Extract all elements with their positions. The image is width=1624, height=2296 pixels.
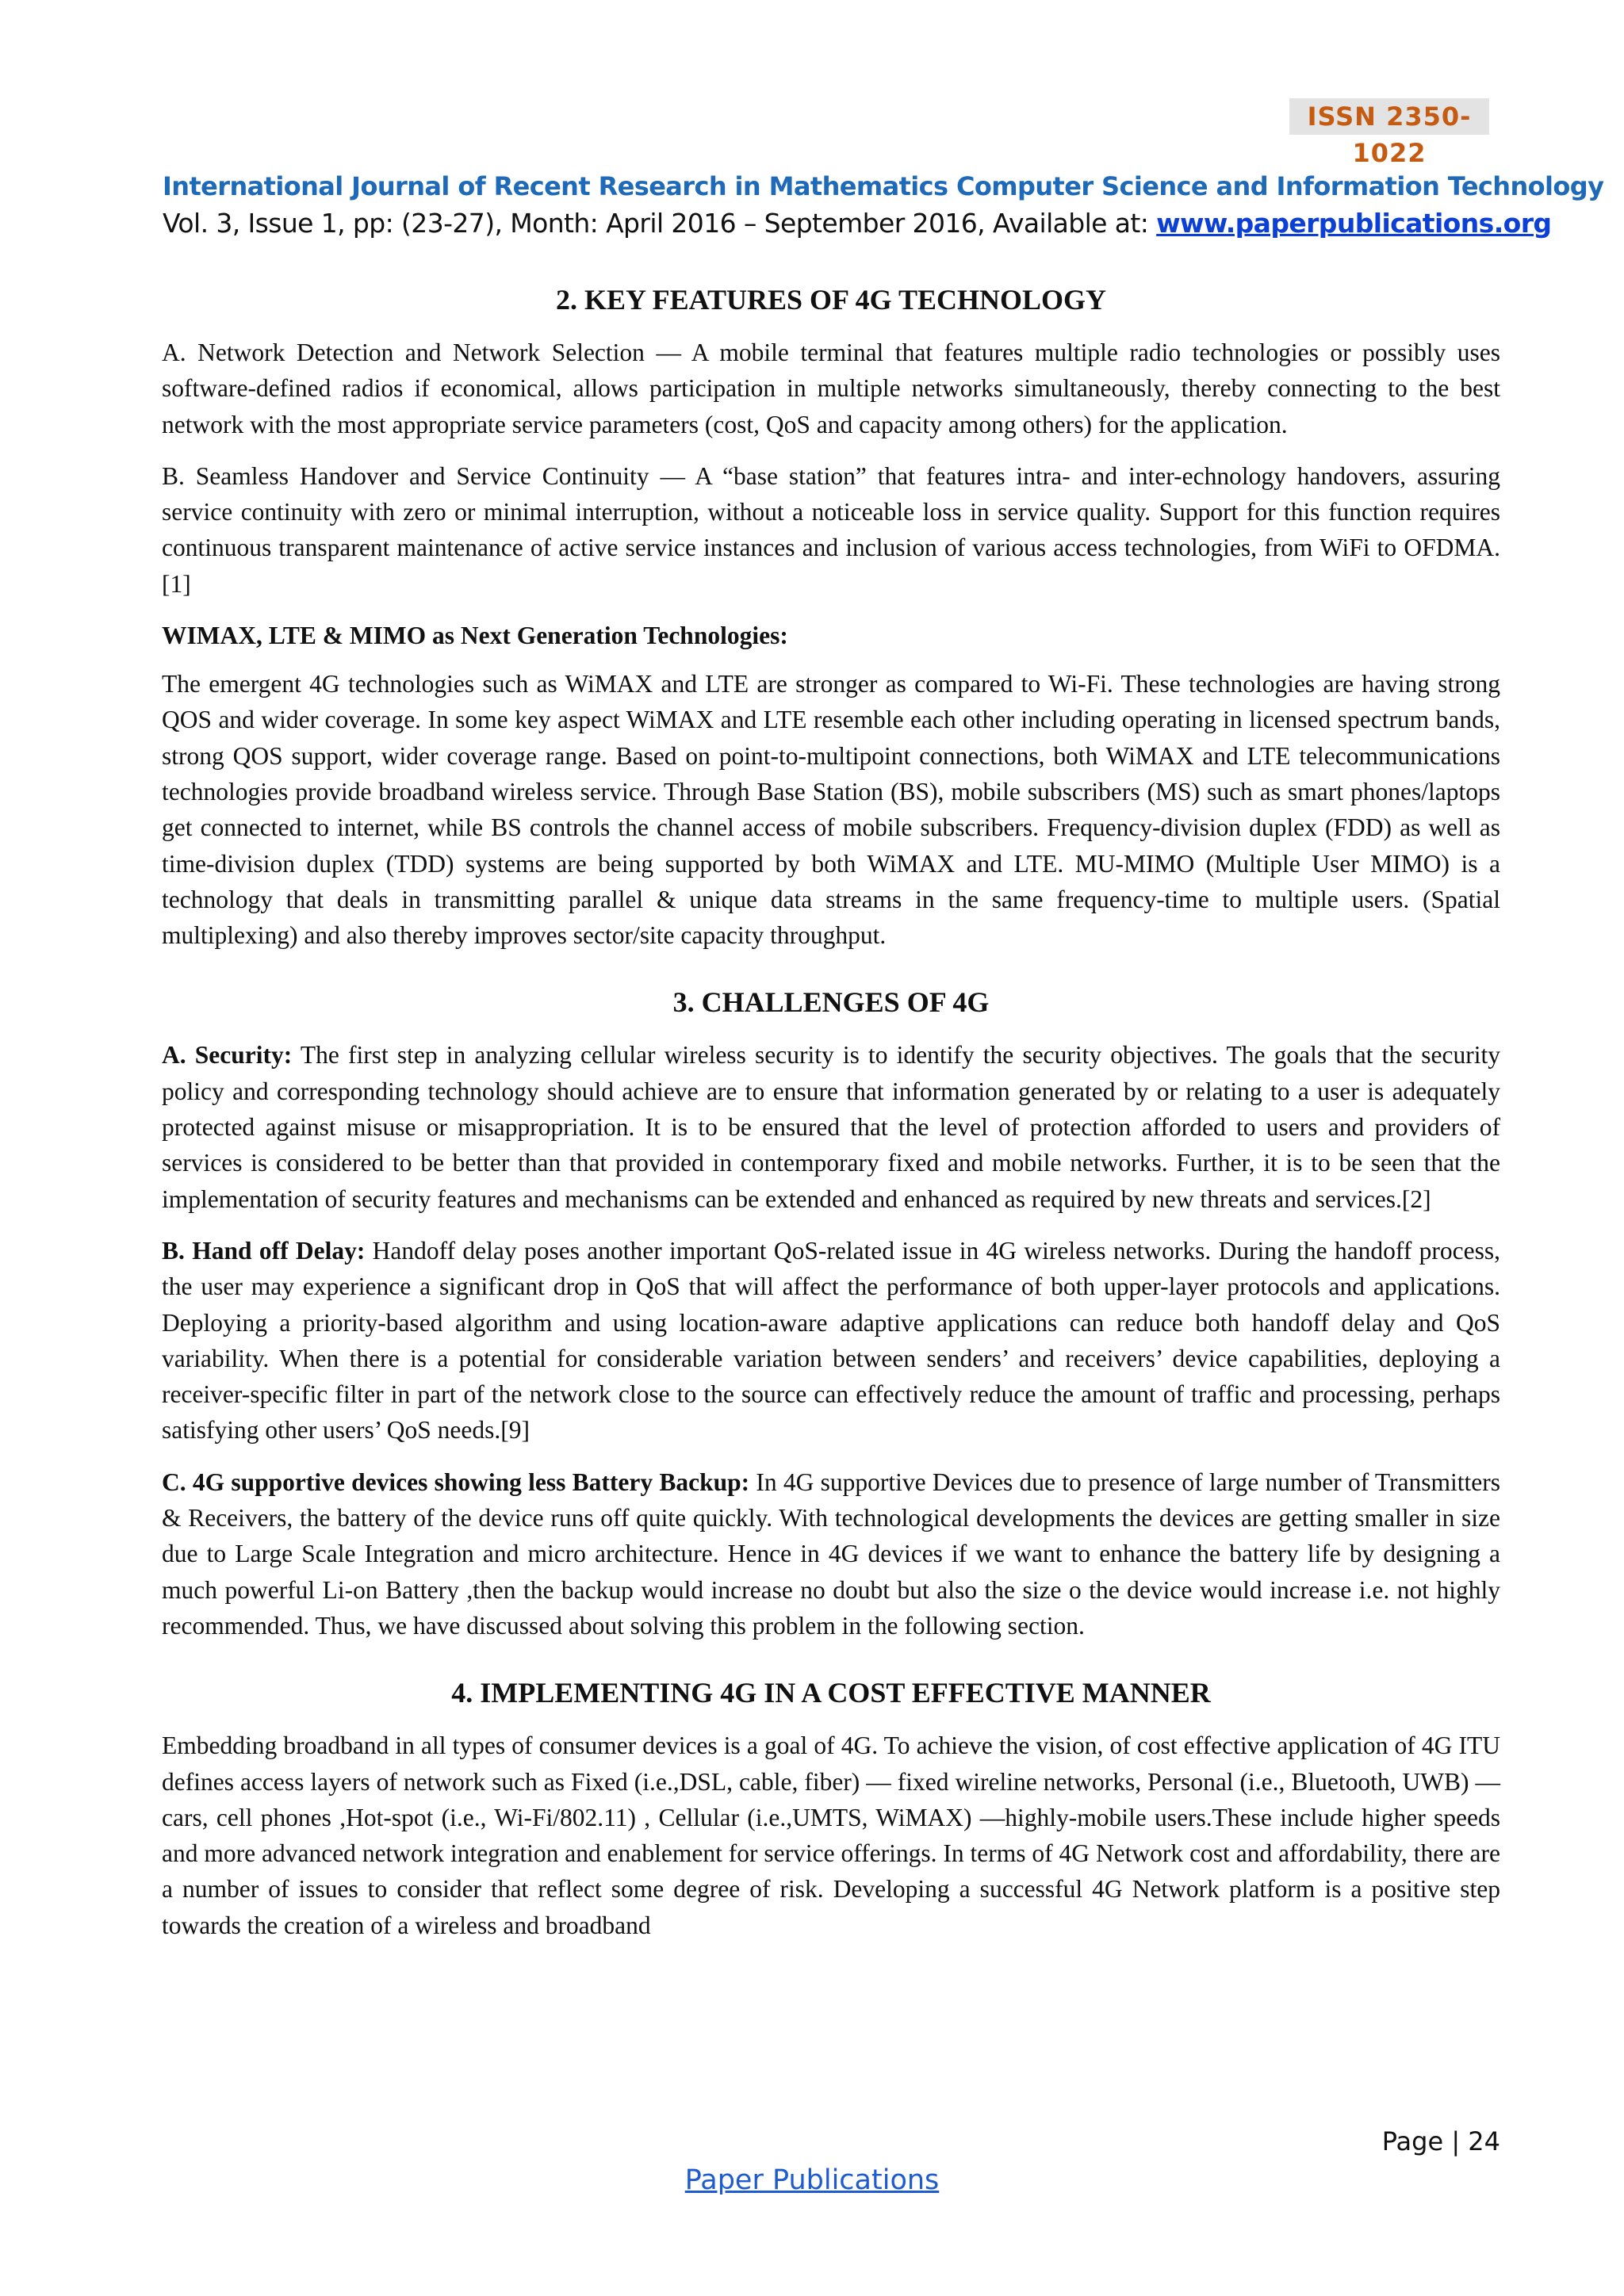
paragraph-wimax-lte: The emergent 4G technologies such as WiMAX and LTE are stronger as compared to Wi-Fi. These technologies are having strong QOS and wider coverage. In some key aspect WiMAX and LTE resemble each other including operating in licensed spectrum bands, strong QOS support, wider coverage range. Based on point-to-multipoint connections, both WiMAX and LTE telecommunications technologies provide broadband wireless service. Through Base Station (BS), mobile subscribers (MS) such as smart phones/laptops get connected to internet, while BS controls the channel access of mobile subscribers. Frequency-division duplex (FDD) as well as time-division duplex (TDD) systems are being supported by both WiMAX and LTE. MU-MIMO (Multiple User MIMO) is a technology that deals in transmitting parallel & unique data streams in the same frequency-time to multiple users. (Spatial multiplexing) and also thereby improves sector/site capacity throughput.	[162, 670, 1500, 950]
section-3-heading: 3. CHALLENGES OF 4G	[672, 986, 990, 1019]
paragraph-battery	[162, 1464, 1500, 1644]
paragraph-cost-effective: Embedding broadband in all types of consumer devices is a goal of 4G. To achieve the vision, of cost effective application of 4G ITU defines access layers of network such as Fixed (i.e.,DSL, cable, fiber) — fixed wireline networks, Personal (i.e., Bluetooth, UWB) —cars, cell phones ,Hot-spot (i.e., Wi-Fi/802.11) , Cellular (i.e.,UMTS, WiMAX) —highly-mobile users.These include higher speeds and more advanced network integration and enablement for service offerings. In terms of 4G Network cost and affordability, there are a number of issues to consider that reflect some degree of risk. Developing a successful 4G Network platform is a positive step towards the creation of a wireless and broadband	[162, 1732, 1500, 1939]
battery-label: C. 4G supportive devices showing less Battery Backup:	[162, 1468, 750, 1496]
publisher-link[interactable]: Paper Publications	[684, 2164, 940, 2196]
section-4-heading: 4. IMPLEMENTING 4G IN A COST EFFECTIVE MANNER	[451, 1677, 1211, 1709]
security-text: The first step in analyzing cellular wireless security is to identify the security objectives. The goals that the security policy and corresponding technology should achieve are to ensure that information generated by or relating to a user is adequately protected against misuse or misappropriation. It is to be ensured that the level of protection afforded to users and providers of services is considered to be better than that provided in contemporary fixed and mobile networks. Further, it is to be seen that the implementation of security features and mechanisms can be extended and enhanced as required by new threats and services.[2]	[162, 1041, 1500, 1213]
section-2-heading: 2. KEY FEATURES OF 4G TECHNOLOGY	[555, 284, 1107, 316]
paragraph-network-detection: A. Network Detection and Network Selection — A mobile terminal that features multiple radio technologies or possibly uses software-defined radios if economical, allows participation in multiple networks simultaneously, thereby connecting to the best network with the most appropriate service parameters (cost, QoS and capacity among others) for the application.	[162, 339, 1500, 438]
paragraph-handoff-delay	[162, 1233, 1500, 1448]
volume-line	[163, 208, 1552, 239]
issn-badge: ISSN 2350-1022	[1289, 98, 1489, 135]
website-link[interactable]: www.paperpublications.org	[1156, 208, 1552, 239]
page-number: Page | 24	[1381, 2126, 1500, 2156]
security-label: A. Security:	[162, 1041, 293, 1070]
journal-title: International Journal of Recent Research in Mathematics Computer Science and Information Technology	[163, 171, 1604, 201]
volume-info: Vol. 3, Issue 1, pp: (23-27), Month: April 2016 – September 2016, Available at:	[163, 208, 1157, 239]
article-body	[162, 279, 1500, 1959]
battery-text: In 4G supportive Devices due to presence of large number of Transmitters & Receivers, the battery of the device runs off quite quickly. With technological developments the devices are getting smaller in size due to Large Scale Integration and micro architecture. Hence in 4G devices if we want to enhance the battery life by designing a much powerful Li-on Battery ,then the backup would increase no doubt but also the size o the device would increase i.e. not highly recommended. Thus, we have discussed about solving this problem in the following section.	[162, 1468, 1501, 1640]
paragraph-security	[162, 1037, 1500, 1216]
subheading-wimax-lte-mimo: WIMAX, LTE & MIMO as Next Generation Technologies:	[162, 622, 788, 650]
paragraph-seamless-handover: B. Seamless Handover and Service Continuity — A “base station” that features intra- and inter-echnology handovers, assuring service continuity with zero or minimal interruption, without a noticeable loss in service quality. Support for this function requires continuous transparent maintenance of active service instances and inclusion of various access technologies, from WiFi to OFDMA.[1]	[162, 461, 1500, 598]
handoff-label: B. Hand off Delay:	[162, 1236, 366, 1265]
handoff-text: Handoff delay poses another important QoS-related issue in 4G wireless networks. During the handoff process, the user may experience a significant drop in QoS that will affect the performance of both upper-layer protocols and applications. Deploying a priority-based algorithm and using location-aware adaptive applications can reduce both handoff delay and QoS variability. When there is a potential for considerable variation between senders’ and receivers’ device capabilities, deploying a receiver-specific filter in part of the network close to the source can effectively reduce the amount of traffic and processing, perhaps satisfying other users’ QoS needs.[9]	[162, 1236, 1501, 1445]
